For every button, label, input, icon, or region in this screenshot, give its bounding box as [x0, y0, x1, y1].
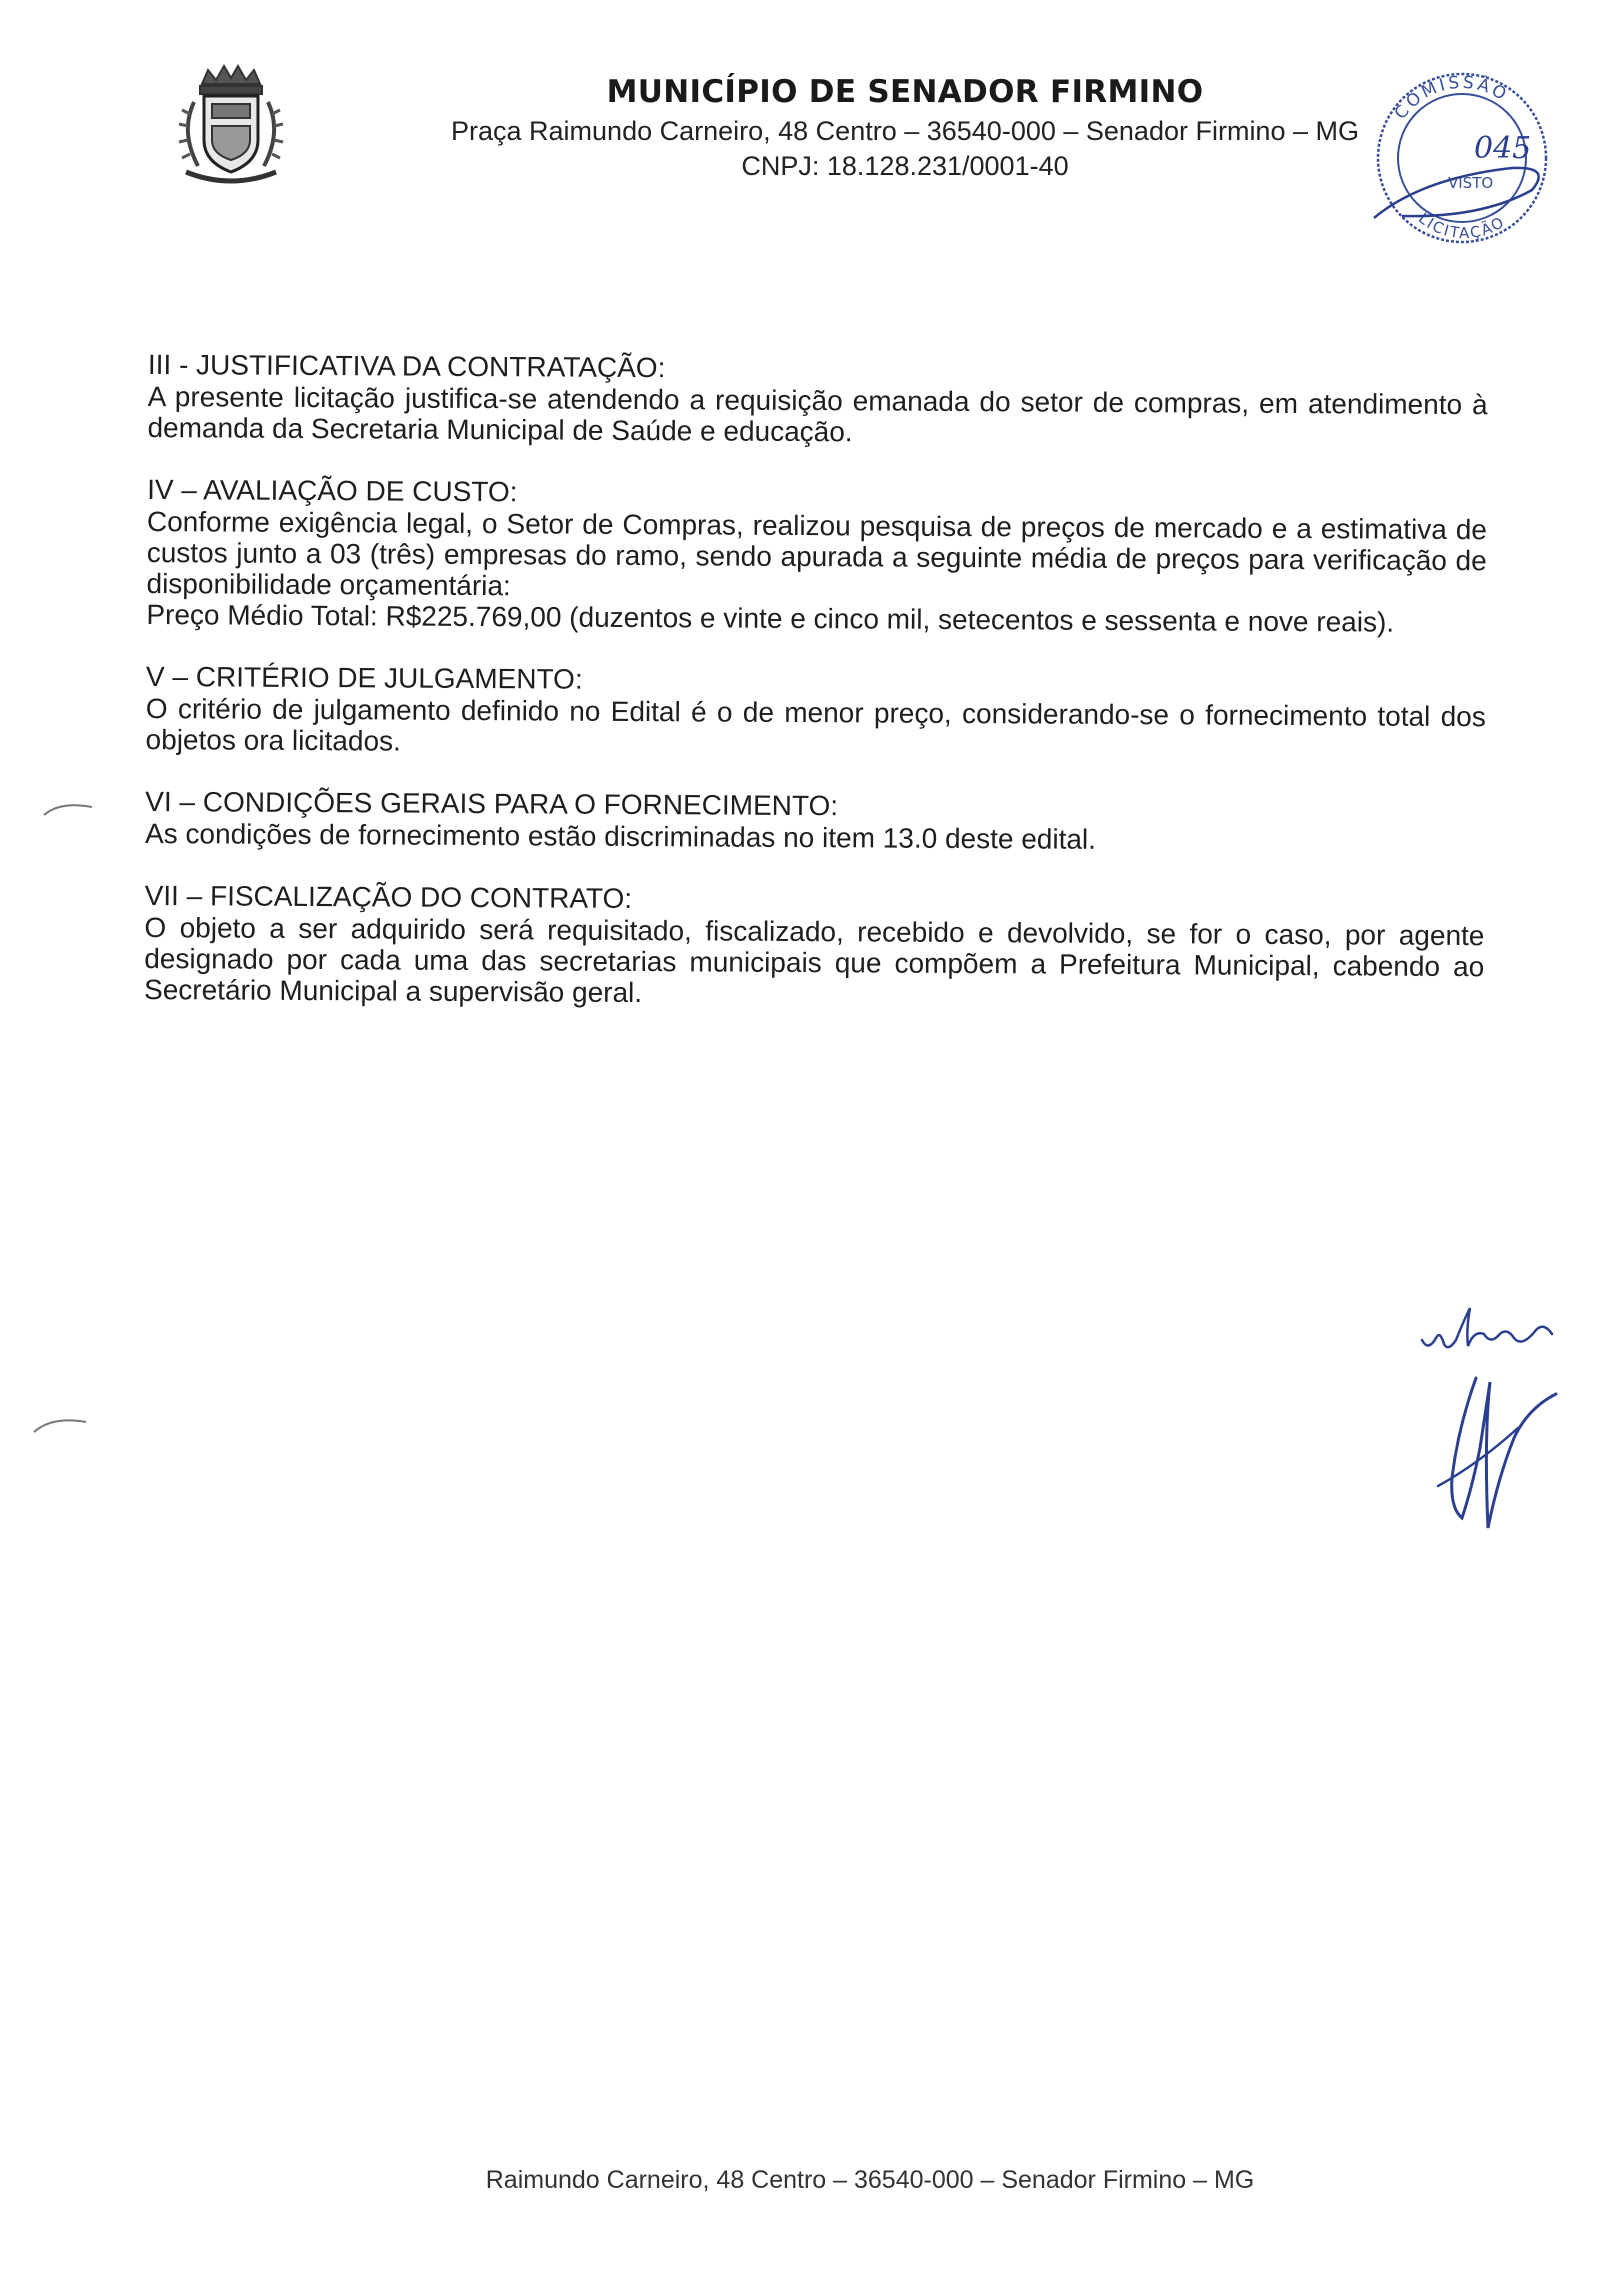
- section-paragraph: A presente licitação justifica-se atendendo a requisição emanada do setor de compras, em atendimento à demanda da Secretaria Municipal de Saúde e educação.: [147, 380, 1488, 448]
- section-title: IV – AVALIAÇÃO DE CUSTO:: [147, 473, 518, 508]
- section-title: V – CRITÉRIO DE JULGAMENTO:: [145, 660, 583, 695]
- handwritten-signature: [1418, 1368, 1558, 1538]
- commission-stamp: [1362, 58, 1562, 248]
- stamp-visto: VISTO: [1448, 174, 1494, 192]
- section-paragraph: O critério de julgamento definido no Edital é o de menor preço, considerando-se o fornecimento total dos objetos ora licitados.: [145, 692, 1486, 757]
- scan-mark: [40, 795, 100, 825]
- section-avaliacao-custo: [146, 473, 1487, 638]
- stamp-top-text: COMISSÃO: [1390, 72, 1513, 124]
- stamp-bottom-text: LICITAÇÃO: [1415, 209, 1509, 243]
- organization-address: Praça Raimundo Carneiro, 48 Centro – 36540-000 – Senador Firmino – MG: [451, 116, 1359, 146]
- section-title: III - JUSTIFICATIVA DA CONTRATAÇÃO:: [147, 348, 666, 384]
- svg-text:COMISSÃO: [1391, 73, 1512, 124]
- letterhead: [380, 74, 1430, 182]
- stamp-page-number: 045: [1474, 131, 1532, 166]
- document-body: [144, 348, 1488, 1043]
- scan-mark: [30, 1410, 90, 1440]
- section-condicoes-fornecimento: [145, 785, 1485, 857]
- section-criterio-julgamento: [146, 660, 1487, 763]
- organization-name: MUNICÍPIO DE SENADOR FIRMINO: [606, 74, 1204, 110]
- section-fiscalizacao-contrato: [144, 879, 1485, 1013]
- section-paragraph: O objeto a ser adquirido será requisitado, fiscalizado, recebido e devolvido, se for o caso, por agente designado por cada uma das secretarias municipais que compõem a Prefeitura Municipal, cabendo ao Secretário Municipal a supervisão geral.: [143, 911, 1485, 1009]
- section-paragraph: As condições de fornecimento estão discriminadas no item 13.0 deste edital.: [144, 817, 1097, 855]
- footer-address: Raimundo Carneiro, 48 Centro – 36540-000 – Senador Firmino – MG: [485, 2166, 1255, 2194]
- average-price-paragraph: Preço Médio Total: R$225.769,00 (duzentos e vinte e cinco mil, setecentos e sessenta e nove reais).: [146, 598, 1395, 638]
- section-justificativa: [147, 348, 1488, 451]
- organization-cnpj: CNPJ: 18.128.231/0001-40: [741, 151, 1069, 181]
- municipal-crest-logo: [172, 62, 290, 192]
- section-title: VII – FISCALIZAÇÃO DO CONTRATO:: [144, 879, 633, 914]
- section-paragraph: Conforme exigência legal, o Setor de Compras, realizou pesquisa de preços de mercado e a estimativa de custos junto a 03 (três) empresas do ramo, sendo apurada a seguinte média de preços para verificação de disponibilidade orçamentária:: [146, 505, 1488, 602]
- section-title: VI – CONDIÇÕES GERAIS PARA O FORNECIMENTO:: [145, 785, 839, 822]
- handwritten-initials: [1418, 1300, 1558, 1360]
